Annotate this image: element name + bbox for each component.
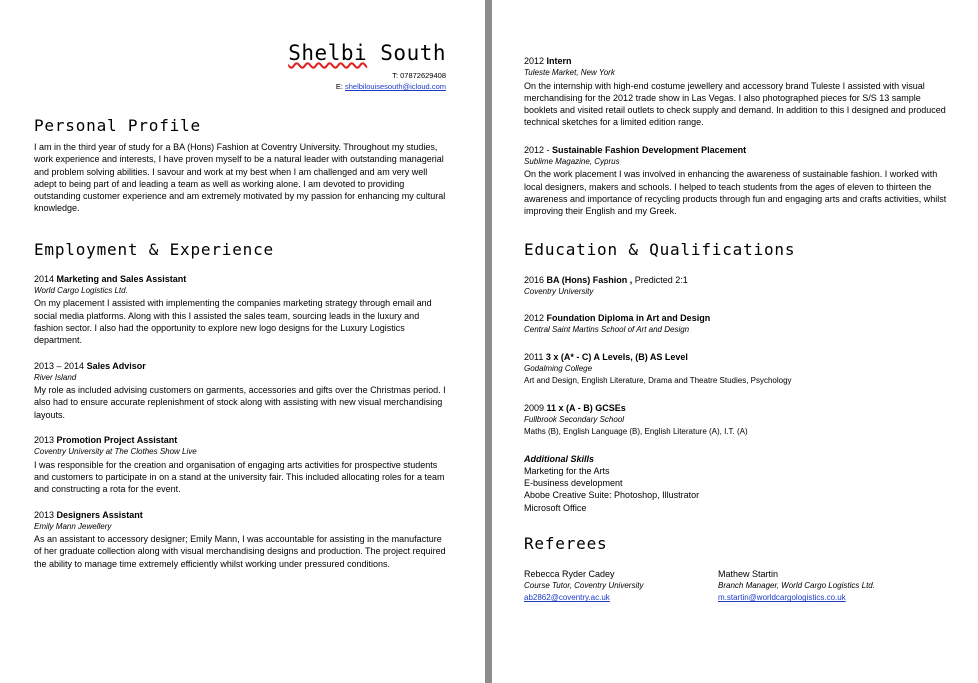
cv-page-2 <box>492 0 978 683</box>
skills-heading: Additional Skills <box>524 453 595 464</box>
education-entry <box>524 351 948 388</box>
skill-item: E-business development <box>524 478 623 489</box>
referee-role: Course Tutor, Coventry University <box>524 581 644 591</box>
employment-heading: Employment & Experience <box>34 239 274 259</box>
edu-institution: Coventry University <box>524 286 594 296</box>
employment-entry <box>524 55 948 129</box>
contact-email-row <box>34 81 446 92</box>
employment-entry <box>34 434 449 495</box>
first-name: Shelbi <box>288 41 368 65</box>
education-entry <box>524 274 948 299</box>
entry-year: 2013 – 2014 <box>34 360 87 371</box>
edu-title: BA (Hons) Fashion , <box>546 274 633 285</box>
email-label: E: <box>335 82 345 91</box>
referees-heading: Referees <box>524 534 608 554</box>
edu-year: 2009 <box>524 402 547 413</box>
employment-entry <box>524 144 948 218</box>
edu-year: 2016 <box>524 274 547 285</box>
referee-email[interactable]: ab2862@coventry.ac.uk <box>524 593 610 603</box>
education-entry <box>524 312 948 337</box>
employment-entry <box>34 360 449 421</box>
edu-year: 2012 <box>524 313 547 324</box>
entry-title: Designers Assistant <box>56 509 143 520</box>
employment-entry <box>34 509 449 570</box>
referees-list <box>524 568 948 605</box>
last-name: South <box>380 41 446 65</box>
edu-detail: Maths (B), English Language (B), English Literature (A), I.T. (A) <box>524 427 748 437</box>
entry-org: Sublime Magazine, Cyprus <box>524 157 620 167</box>
additional-skills <box>524 453 948 514</box>
skill-item: Abobe Creative Suite: Photoshop, Illustrator <box>524 490 700 501</box>
entry-desc: As an assistant to accessory designer; Emily Mann, I was accountable for assisting in the manufacture of her graduate collection along with visual merchandising designs and production. The project required the ability to manage time extremely efficiently whilst working under pressured conditions. <box>34 534 446 569</box>
entry-desc: On the internship with high-end costume jewellery and accessory brand Tuleste I assisted with visual merchandising for the 2012 trade show in Las Vegas. I also photographed pieces for S/S 13 sample booklets and visited retail outlets to check supply and demand. In addition to this I designed and produced technical sketches for a limited edition range. <box>524 80 946 128</box>
entry-title: Marketing and Sales Assistant <box>56 273 187 284</box>
employment-entry <box>34 273 449 347</box>
entry-title: Sustainable Fashion Development Placement <box>552 144 747 155</box>
entry-org: Tuleste Market, New York <box>524 68 615 78</box>
entry-org: River Island <box>34 372 77 382</box>
skill-item: Microsoft Office <box>524 502 587 513</box>
entry-year: 2012 - <box>524 144 553 155</box>
education-heading: Education & Qualifications <box>524 239 796 259</box>
candidate-name <box>34 40 446 66</box>
referee <box>524 568 718 605</box>
entry-title: Intern <box>546 56 572 66</box>
profile-heading: Personal Profile <box>34 116 201 135</box>
edu-year: 2011 <box>524 351 546 362</box>
entry-desc: On my placement I assisted with implementing the companies marketing strategy through email and social media platforms. Along with this I assisted the sales team, sourcing leads in the luxury and fashion sector. I also had the opportunity to explore new logo designs for the Luxury Logistics department. <box>34 298 432 346</box>
referee-name: Rebecca Ryder Cadey <box>524 569 615 580</box>
edu-institution: Central Saint Martins School of Art and Design <box>524 325 690 335</box>
entry-org: Emily Mann Jewellery <box>34 521 112 531</box>
referee-name: Mathew Startin <box>718 569 779 580</box>
entry-org: World Cargo Logistics Ltd. <box>34 286 128 296</box>
edu-title: Foundation Diploma in Art and Design <box>546 313 711 324</box>
entry-title: Sales Advisor <box>86 360 146 371</box>
entry-year: 2013 <box>34 509 57 520</box>
entry-desc: I was responsible for the creation and organisation of engaging arts activities for prospective students and customers to participate in on a stand at the university fair. This included allocating roles for a team and constructing a rota for the event. <box>34 459 445 495</box>
edu-institution: Fullbrook Secondary School <box>524 414 625 424</box>
referee-role: Branch Manager, World Cargo Logistics Ltd. <box>718 581 875 591</box>
edu-title: 3 x (A* - C) A Levels, (B) AS Level <box>545 351 688 362</box>
entry-year: 2014 <box>34 273 57 284</box>
edu-institution: Godalming College <box>524 364 593 374</box>
profile-text: I am in the third year of study for a BA (Hons) Fashion at Coventry University. Throughout my studies, work experience and interests, I have proven myself to be a natural leader with outstanding managerial and problem solving abilities. I savour and work at my best when I am challenged and am very well adept to being part of and leading a team as well as working alone. I am devoted to providing outstanding customer experience and am extremely motivated by my passion for enhancing my cultural knowledge. <box>34 142 446 214</box>
referee-email[interactable]: m.startin@worldcargologistics.co.uk <box>718 593 846 603</box>
referee <box>718 568 912 605</box>
edu-title: 11 x (A - B) GCSEs <box>546 402 626 413</box>
entry-year: 2012 <box>524 56 547 66</box>
entry-desc: My role as included advising customers on garments, accessories and gifts over the Christmas period. I also had to ensure accurate replenishment of stock along with assisting with new visual merchandising layouts. <box>34 385 446 420</box>
cv-page-1 <box>0 0 485 683</box>
edu-extra: Predicted 2:1 <box>632 274 688 285</box>
edu-detail: Art and Design, English Literature, Drama and Theatre Studies, Psychology <box>524 376 792 386</box>
contact-phone: T: 07872629408 <box>392 71 446 80</box>
entry-org: Coventry University at The Clothes Show Live <box>34 447 197 457</box>
entry-title: Promotion Project Assistant <box>56 435 178 446</box>
entry-desc: On the work placement I was involved in enhancing the awareness of sustainable fashion. I worked with local designers, makers and schools. I helped to teach students from the ages of eleven to thirteen the awareness and importance of recycling products through fun and engaging arts and crafts activities, whilst improving their English and my Greek. <box>524 169 947 217</box>
skill-item: Marketing for the Arts <box>524 465 610 476</box>
email-link[interactable]: shelbilouisesouth@icloud.com <box>344 82 446 91</box>
entry-year: 2013 <box>34 435 57 446</box>
education-entry <box>524 402 948 439</box>
